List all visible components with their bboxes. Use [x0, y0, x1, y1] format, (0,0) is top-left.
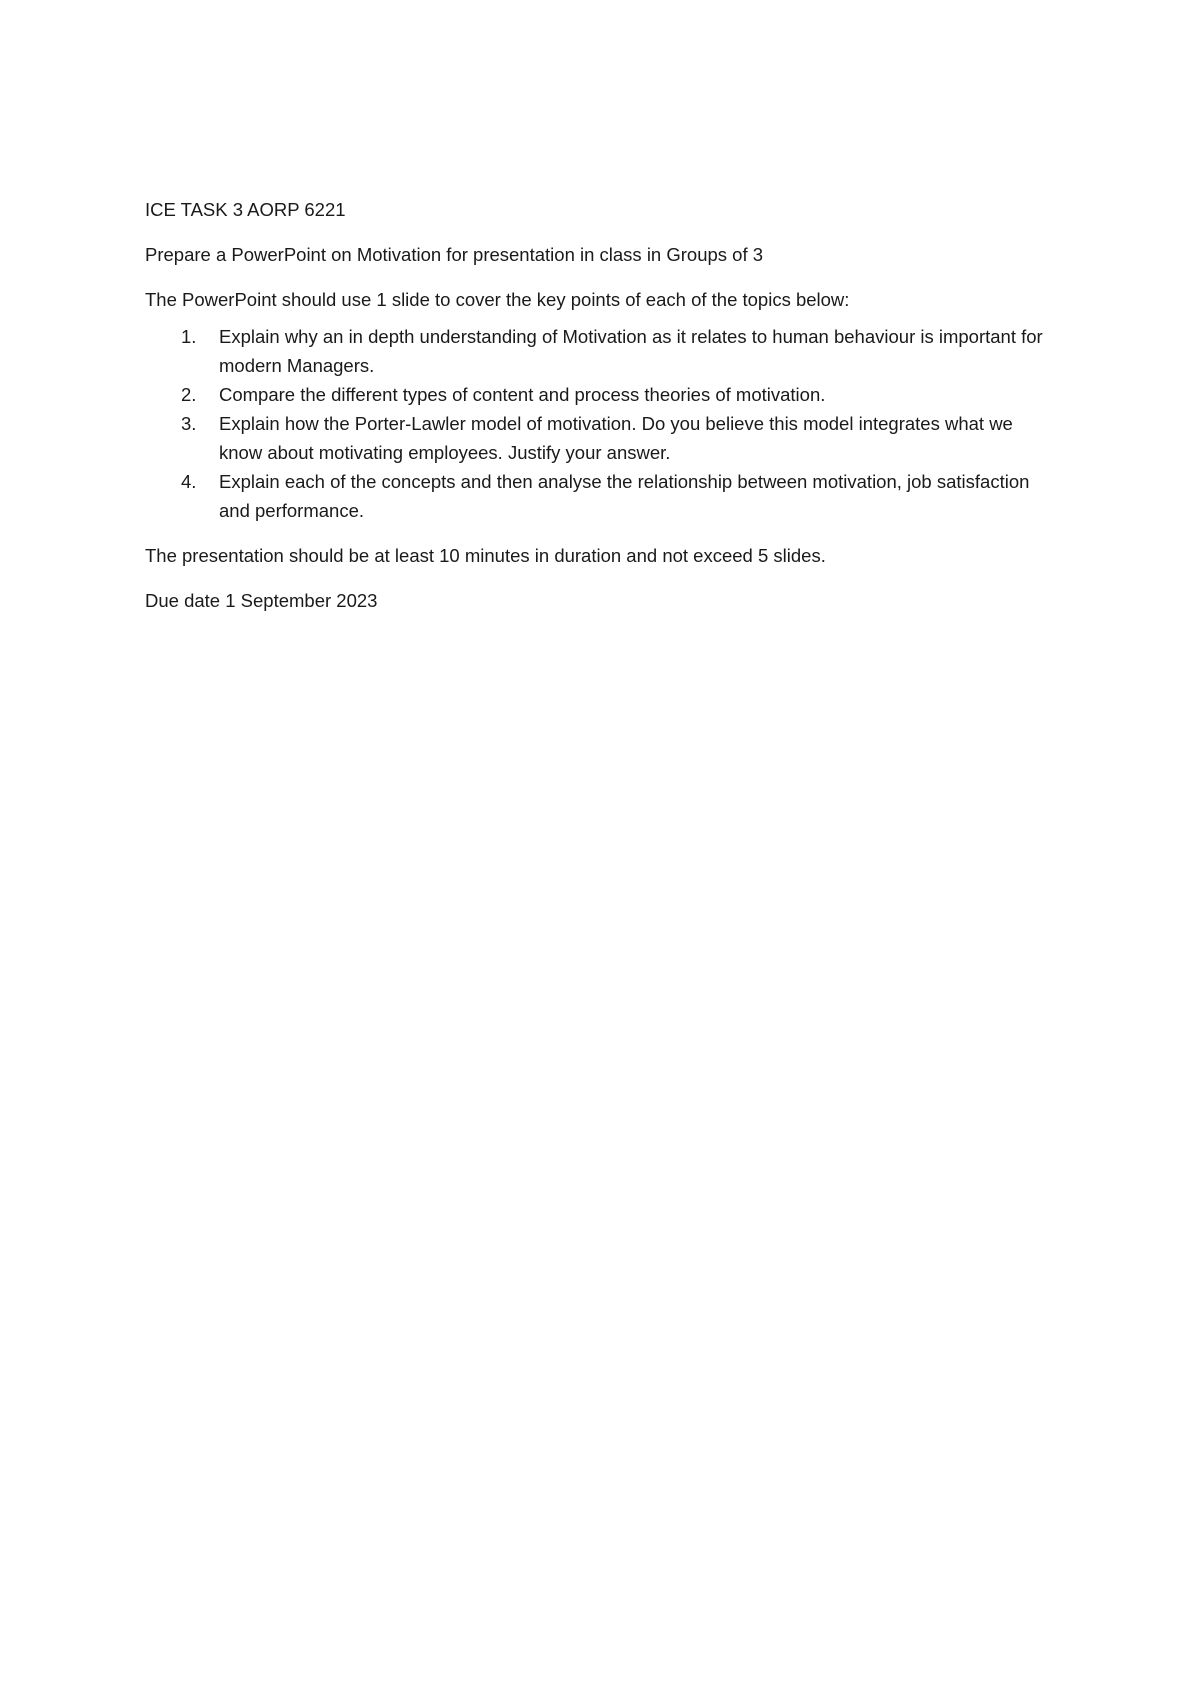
topics-list — [145, 322, 1045, 525]
intro-paragraph: Prepare a PowerPoint on Motivation for presentation in class in Groups of 3 — [145, 244, 764, 265]
list-item — [145, 380, 1045, 409]
document-body — [145, 195, 1045, 631]
list-item-number: 4. — [181, 471, 197, 492]
list-item-number: 1. — [181, 326, 197, 347]
instruction-paragraph: The PowerPoint should use 1 slide to cover the key points of each of the topics below: — [145, 289, 850, 310]
list-item — [145, 322, 1045, 380]
list-item-text: Explain how the Porter-Lawler model of motivation. Do you believe this model integrates what we know about motivating employees. Justify your answer. — [219, 413, 1013, 463]
list-item-number: 3. — [181, 413, 197, 434]
list-item-text: Explain each of the concepts and then analyse the relationship between motivation, job satisfaction and performance. — [219, 471, 1030, 521]
due-date: Due date 1 September 2023 — [145, 590, 378, 611]
list-item-text: Compare the different types of content and process theories of motivation. — [219, 384, 826, 405]
list-item-text: Explain why an in depth understanding of Motivation as it relates to human behaviour is important for modern Managers. — [219, 326, 1043, 376]
duration-paragraph: The presentation should be at least 10 minutes in duration and not exceed 5 slides. — [145, 545, 826, 566]
document-title: ICE TASK 3 AORP 6221 — [145, 199, 346, 220]
list-item — [145, 467, 1045, 525]
list-item — [145, 409, 1045, 467]
list-item-number: 2. — [181, 384, 197, 405]
